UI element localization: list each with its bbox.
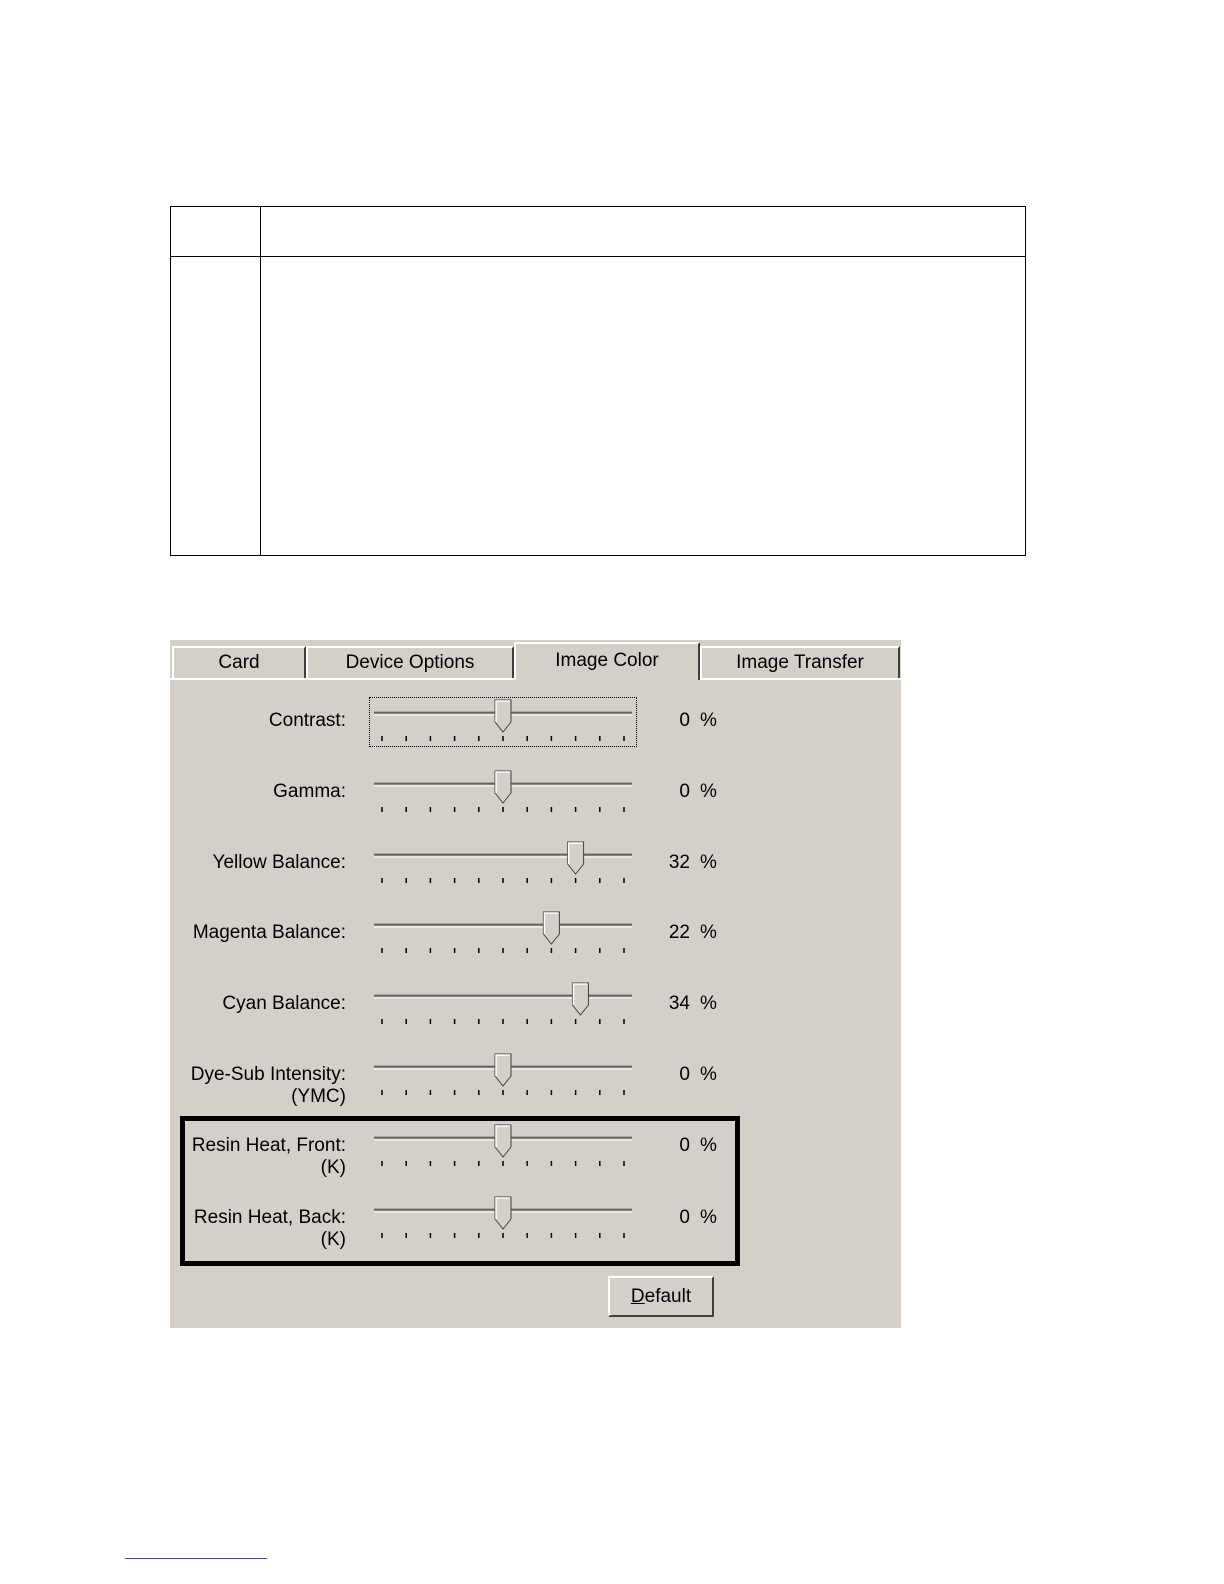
- default-button-mnemonic: D: [630, 1285, 645, 1307]
- slider-value: 0: [679, 710, 690, 731]
- table-column-divider: [260, 207, 261, 555]
- slider-row-yellow-balance: [170, 852, 901, 912]
- percent-unit: %: [700, 710, 717, 731]
- slider-label: Gamma:: [273, 781, 346, 802]
- default-button-label: efault: [644, 1285, 692, 1307]
- slider-thumb: [543, 912, 559, 944]
- slider-row-dye-sub-intensity: [170, 1064, 901, 1124]
- tab-device-options[interactable]: [306, 646, 514, 678]
- slider-label: Resin Heat, Front: (K): [191, 1135, 346, 1178]
- percent-unit: %: [700, 781, 717, 802]
- slider-thumb: [495, 700, 511, 732]
- tab-card-label: Card: [218, 652, 260, 673]
- tab-image-transfer-label: Image Transfer: [736, 652, 864, 673]
- slider-row-gamma: [170, 781, 901, 841]
- slider-row-resin-heat-front: [170, 1135, 901, 1195]
- slider-graphic: [370, 910, 636, 958]
- slider-value: 22: [668, 922, 690, 943]
- slider-row-contrast: [170, 710, 901, 770]
- resin-heat-front-slider[interactable]: [370, 1123, 636, 1171]
- slider-thumb: [495, 771, 511, 803]
- slider-label: Yellow Balance:: [212, 852, 346, 873]
- slider-graphic: [370, 1195, 636, 1243]
- tab-image-transfer[interactable]: [700, 646, 900, 678]
- percent-unit: %: [700, 993, 717, 1014]
- slider-thumb: [568, 842, 584, 874]
- cyan-balance-slider[interactable]: [370, 981, 636, 1029]
- default-button[interactable]: [608, 1276, 714, 1317]
- slider-thumb: [495, 1054, 511, 1086]
- slider-label: Contrast:: [268, 710, 346, 731]
- table-row-divider: [171, 256, 1025, 257]
- slider-value: 0: [679, 1064, 690, 1085]
- slider-thumb: [572, 983, 588, 1015]
- contrast-slider[interactable]: [370, 698, 636, 746]
- slider-graphic: [370, 1123, 636, 1171]
- slider-label: Resin Heat, Back: (K): [193, 1207, 346, 1250]
- slider-label: Cyan Balance:: [222, 993, 346, 1014]
- gamma-slider[interactable]: [370, 769, 636, 817]
- slider-graphic: [370, 981, 636, 1029]
- slider-value: 0: [679, 1135, 690, 1156]
- slider-graphic: [370, 1052, 636, 1100]
- slider-graphic: [370, 698, 636, 746]
- document-table: [170, 206, 1026, 556]
- slider-thumb: [495, 1197, 511, 1229]
- percent-unit: %: [700, 1135, 717, 1156]
- dye-sub-intensity-slider[interactable]: [370, 1052, 636, 1100]
- slider-graphic: [370, 769, 636, 817]
- tab-image-color[interactable]: [514, 642, 700, 680]
- slider-row-cyan-balance: [170, 993, 901, 1053]
- yellow-balance-slider[interactable]: [370, 840, 636, 888]
- percent-unit: %: [700, 922, 717, 943]
- magenta-balance-slider[interactable]: [370, 910, 636, 958]
- slider-graphic: [370, 840, 636, 888]
- slider-row-resin-heat-back: [170, 1207, 901, 1267]
- percent-unit: %: [700, 1207, 717, 1228]
- slider-value: 34: [668, 993, 690, 1014]
- tab-image-color-label: Image Color: [555, 650, 659, 671]
- image-color-dialog: [170, 640, 901, 1328]
- percent-unit: %: [700, 852, 717, 873]
- slider-label: Dye-Sub Intensity: (YMC): [190, 1064, 346, 1107]
- slider-row-magenta-balance: [170, 922, 901, 982]
- slider-label: Magenta Balance:: [192, 922, 346, 943]
- resin-heat-back-slider[interactable]: [370, 1195, 636, 1243]
- slider-value: 0: [679, 781, 690, 802]
- tab-card[interactable]: [172, 646, 306, 678]
- slider-value: 0: [679, 1207, 690, 1228]
- footnote-separator: [125, 1558, 267, 1559]
- tab-device-options-label: Device Options: [345, 652, 475, 673]
- percent-unit: %: [700, 1064, 717, 1085]
- slider-value: 32: [668, 852, 690, 873]
- slider-thumb: [495, 1125, 511, 1157]
